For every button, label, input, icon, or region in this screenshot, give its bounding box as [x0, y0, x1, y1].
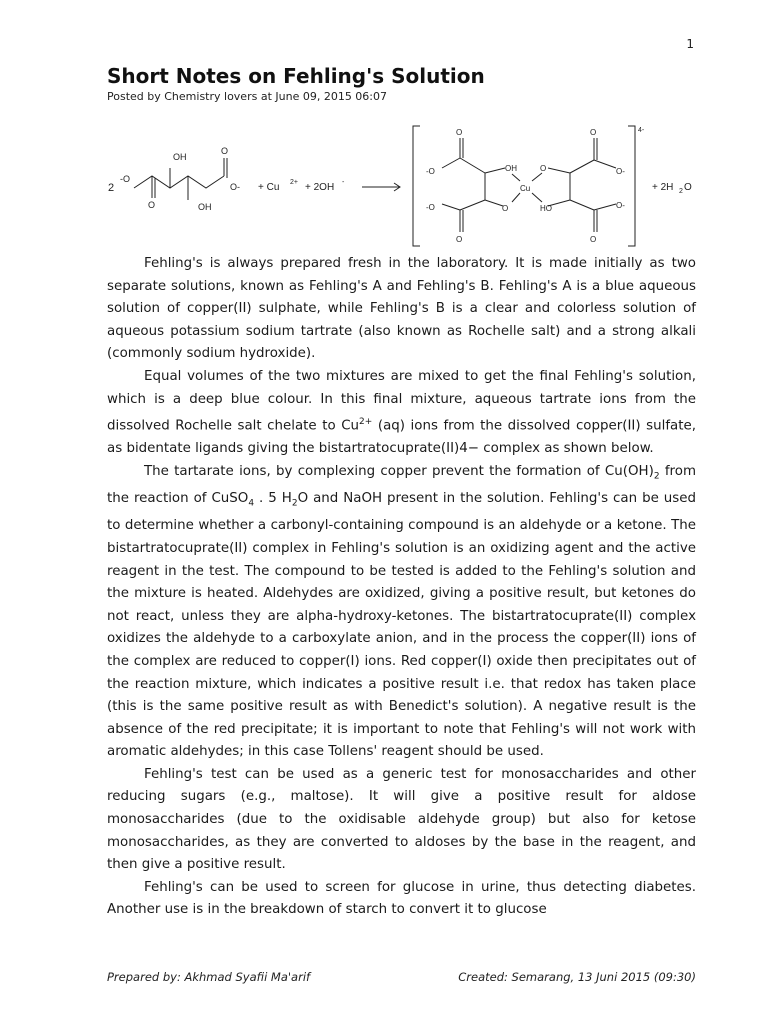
water-oxygen: O [684, 182, 692, 193]
hydroxide-reactant: + 2OH [305, 182, 335, 193]
reaction-coefficient: 2 [108, 182, 115, 194]
carboxylate-right-label: O- [230, 182, 240, 192]
carboxylate-left-label: -O [120, 174, 130, 184]
complex-o-top-left: O [456, 128, 463, 137]
complex-o-top-right: O [590, 128, 597, 137]
copper-charge: 2+ [290, 179, 298, 186]
paragraph: The tartarate ions, by complexing copper prevent the formation of $Cu(OH)_2$ from the reaction of CuSO$_4$ . 5 $H_2O$ and NaOH present in the solution. Fehling's can be used to determine whether a carbonyl-containing compound is an aldehyde or a ketone. The bistartratocuprate(II) complex in Fehling's solution is an oxidizing agent and the active reagent in the test. The compound to be tested is added to the Fehling's solution and the mixture is heated. Aldehydes are oxidized, giving a positive result, but ketones do not react, unless they are alpha-hydroxy-ketones. The bistartratocuprate(II) complex oxidizes the aldehyde to a carboxylate anion, and in the process the copper(II) ions of the complex are reduced to copper(I) ions. Red copper(I) oxide then precipitates out of the reaction mixture, which indicates a positive result i.e. that redox has taken place (this is the same positive result as with Benedict's solution). A negative result is the absence of the red precipitate; it is important to note that Fehling's will not work with aromatic aldehydes; in this case Tollens' reagent should be used. [107, 463, 696, 760]
paragraph: Fehling's test can be used as a generic test for monosaccharides and other reducing sugars (e.g., maltose). It will give a positive result for aldose monosaccharides (due to the oxidisable aldehyde group) but also for ketose monosaccharides, as they are converted to aldoses by the base in the reagent, and then give a positive result. [107, 766, 696, 873]
page-title: Short Notes on Fehling's Solution [107, 64, 485, 88]
complex-copper: Cu [520, 184, 531, 193]
complex-o-minus-right-bottom: O- [616, 201, 625, 210]
complex-o-bottom-left: O [456, 235, 463, 244]
article-body [107, 253, 696, 922]
complex-o-minus-left: -O [426, 167, 435, 176]
complex-oh-left: OH [505, 164, 517, 173]
hydroxyl-top-label: OH [173, 152, 187, 162]
complex-o-bottom-right: O [590, 235, 597, 244]
complex-o-left-bottom: O [502, 204, 509, 213]
water-product: + 2H [652, 182, 674, 193]
complex-ho-right: HO [540, 204, 552, 213]
page-footer [107, 970, 696, 984]
hydroxide-charge: - [342, 179, 345, 186]
page-number: 1 [686, 37, 694, 51]
hydroxyl-bottom-label: OH [198, 202, 212, 212]
complex-o-right: O [540, 164, 547, 173]
footer-prepared-by: Prepared by: Akhmad Syafii Ma'arif [107, 970, 311, 984]
copper-reactant: + Cu [258, 182, 280, 193]
carbonyl-top-label: O [221, 146, 229, 156]
complex-charge: 4- [638, 127, 645, 134]
carbonyl-bottom-label: O [148, 200, 156, 210]
paragraph: Fehling's is always prepared fresh in the laboratory. It is made initially as two separate solutions, known as Fehling's A and Fehling's B. Fehling's A is a blue aqueous solution of copper(II) sulphate, while Fehling's B is a clear and colorless solution of aqueous potassium sodium tartrate (also known as Rochelle salt) and a strong alkali (commonly sodium hydroxide). [107, 256, 696, 362]
water-subscript: 2 [679, 188, 683, 195]
post-meta: Posted by Chemistry lovers at June 09, 2015 06:07 [107, 90, 388, 103]
paragraph: Fehling's can be used to screen for glucose in urine, thus detecting diabetes. Another use is in the breakdown of starch to convert it to glucose [107, 879, 696, 918]
paragraph: Equal volumes of the two mixtures are mixed to get the final Fehling's solution, which is a deep blue colour. In this final mixture, aqueous tartrate ions from the dissolved Rochelle salt chelate to $Cu^{2+}$ (aq) ions from the dissolved copper(II) sulfate, as bidentate ligands giving the bistartratocuprate(II)4− complex as shown below. [107, 368, 696, 457]
complex-o-minus-left-bottom: -O [426, 203, 435, 212]
footer-created: Created: Semarang, 13 Juni 2015 (09:30) [458, 970, 696, 984]
reaction-diagram [100, 118, 720, 254]
complex-o-minus-right: O- [616, 167, 625, 176]
